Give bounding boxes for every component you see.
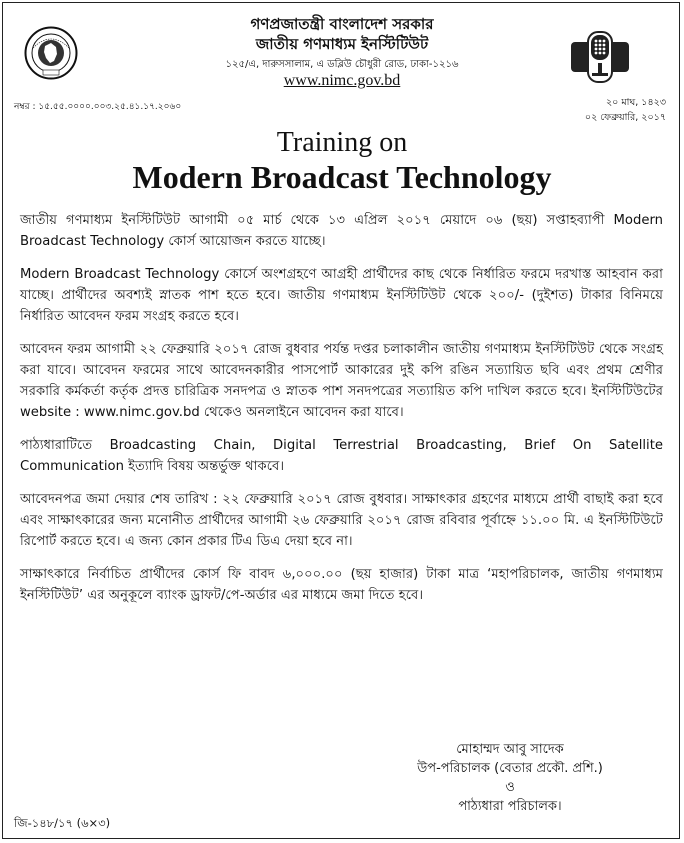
signatory-conjunction: ও xyxy=(505,780,515,795)
date-bangla: ২০ মাঘ, ১৪২৩ xyxy=(606,97,666,108)
signature-block xyxy=(390,740,630,816)
government-seal-logo xyxy=(24,26,78,80)
paragraph-deadline: আবেদনপত্র জমা দেয়ার শেষ তারিখ : ২২ ফেব্রুয়ারি ২০১৭ রোজ বুধবার। সাক্ষাৎকার গ্রহণের মাধ্যমে প্রার্থী বাছাই করা হবে এবং সাক্ষাৎকারের জন্য মনোনীত প্রার্থীদের আগামী ২৬ ফেব্রুয়ারি ২০১৭ রোজ রবিবার পূর্বাহ্নে ১১.০০ মি. এ ইনস্টিটিউটে রিপোর্ট করতে হবে। এ জন্য কোন প্রকার টিএ ডিএ দেয়া হবে না। xyxy=(20,492,663,549)
website-link[interactable]: www.nimc.gov.bd xyxy=(283,72,401,89)
paragraph-syllabus: পাঠ্যধারাটিতে Broadcasting Chain, Digital Terrestrial Broadcasting, Brief On Satellite Communication ইত্যাদি বিষয় অন্তর্ভুক্ত থাকবে। xyxy=(20,438,663,474)
institute-name: জাতীয় গণমাধ্যম ইনস্টিটিউট xyxy=(255,35,429,53)
paragraph-course-announcement: জাতীয় গণমাধ্যম ইনস্টিটিউট আগামী ০৫ মার্চ থেকে ১৩ এপ্রিল ২০১৭ মেয়াদে ০৬ (ছয়) সপ্তাহব্যাপী Modern Broadcast Technology কোর্স আয়োজন করতে যাচ্ছে। xyxy=(20,213,663,249)
paragraph-course-fee: সাক্ষাৎকারে নির্বাচিত প্রার্থীদের কোর্স ফি বাবদ ৬,০০০.০০ (ছয় হাজার) টাকা মাত্র ‘মহাপরিচালক, জাতীয় গণমাধ্যম ইনস্টিটিউট’ এর অনুকূলে ব্যাংক ড্রাফট/পে-অর্ডার এর মাধ্যমে জমা দিতে হবে। xyxy=(20,567,663,603)
government-name: গণপ্রজাতন্ত্রী বাংলাদেশ সরকার xyxy=(250,15,434,33)
memo-number: নম্বর : ১৫.৫৫.০০০০.০০৩.২৫.৪১.১৭.২০৬০ xyxy=(14,102,182,112)
signatory-role: পাঠ্যধারা পরিচালক। xyxy=(458,799,562,814)
paragraph-eligibility: Modern Broadcast Technology কোর্সে অংশগ্রহণে আগ্রহী প্রার্থীদের কাছ থেকে নির্ধারিত ফরমে দরখাস্ত আহবান করা যাচ্ছে। প্রার্থীদের অবশ্যই স্নাতক পাশ হতে হবে। জাতীয় গণমাধ্যম ইনস্টিটিউট থেকে ২০০/- (দুইশত) টাকার বিনিময়ে নির্ধারিত আবেদন ফরম সংগ্রহ করতে হবে। xyxy=(20,267,663,324)
signatory-designation: উপ-পরিচালক (বেতার প্রকৌ. প্রশি.) xyxy=(417,761,603,776)
issue-date xyxy=(585,95,666,125)
notice-title-line2: Modern Broadcast Technology xyxy=(132,159,552,195)
date-english: ০২ ফেব্রুয়ারি, ২০১৭ xyxy=(584,112,666,123)
letterhead xyxy=(150,14,534,90)
signatory-name: মোহাম্মদ আবু সাদেক xyxy=(456,742,564,757)
paragraph-application-form: আবেদন ফরম আগামী ২২ ফেব্রুয়ারি ২০১৭ রোজ বুধবার পর্যন্ত দপ্তর চলাকালীন জাতীয় গণমাধ্যম ইনস্টিটিউট থেকে সংগ্রহ করা যাবে। আবেদন ফরমের সাথে আবেদনকারীর পাসপোর্ট আকারের দুই কপি রঙিন সত্যায়িত ছবি এবং প্রথম শ্রেণীর সরকারি কর্মকর্তা কর্তৃক প্রদত্ত চারিত্রিক সনদপত্র ও স্নাতক পাশ সনদপত্রের সত্যায়িত কপি দাখিল করতে হবে। ইনস্টিটিউটের website : www.nimc.gov.bd থেকেও অনলাইনে আবেদন করা যাবে। xyxy=(20,342,663,420)
notice-title-line1: Training on xyxy=(276,127,408,158)
institute-address: ১২৫/এ, দারুসসালাম, এ ডব্লিউ চৌধুরী রোড, ঢাকা-১২১৬ xyxy=(225,59,459,70)
notice-body xyxy=(20,210,663,618)
nimc-microphone-logo xyxy=(570,30,630,84)
ad-code: জি-১৪৮/১৭ (৬×৩) xyxy=(14,816,111,830)
